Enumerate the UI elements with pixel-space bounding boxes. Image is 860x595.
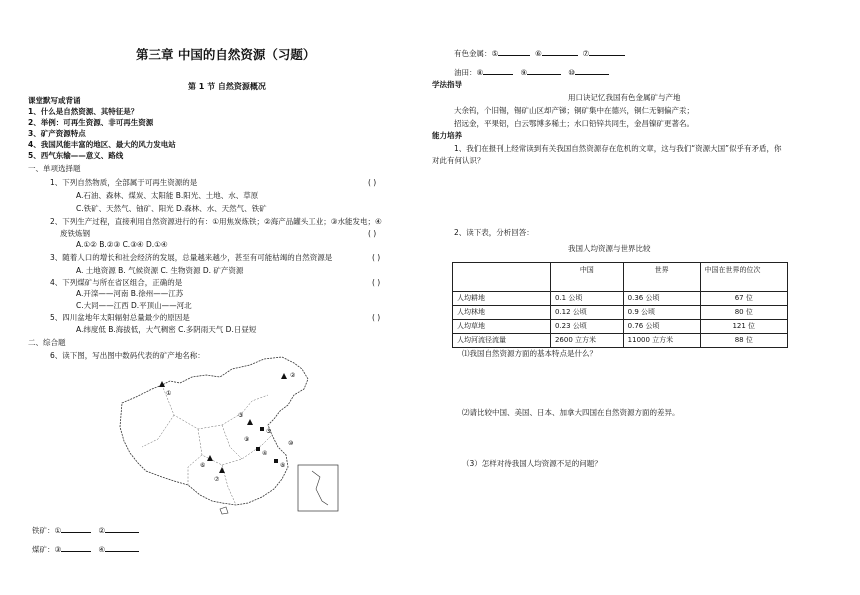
metal-row xyxy=(454,47,625,59)
map-label-5: ⑤ xyxy=(266,428,272,435)
q3-options: A. 土地资源 B. 气候资源 C. 生物资源 D. 矿产资源 xyxy=(76,266,244,275)
table-row xyxy=(453,334,788,348)
coal-4-label: ④ xyxy=(98,545,106,554)
q6-stem: 6、读下图，写出图中数码代表的矿产地名称： xyxy=(50,351,205,360)
map-label-4: ④ xyxy=(262,450,268,457)
metal-6-label: ⑥ xyxy=(535,49,542,58)
resource-comparison-table xyxy=(452,262,788,348)
table-cell: 121 位 xyxy=(700,320,787,334)
table-cell: 67 位 xyxy=(700,292,787,306)
table-row xyxy=(453,292,788,306)
table-cell: 0.36 公顷 xyxy=(623,292,700,306)
coal-row xyxy=(32,543,139,555)
map-label-8: ⑧ xyxy=(280,462,286,469)
oil-blank-9[interactable] xyxy=(527,66,561,75)
ability-q1-line2: 对此有何认识？ xyxy=(432,156,485,165)
ability-q2-2: ⑵请比较中国、美国、日本、加拿大四国在自然资源方面的差异。 xyxy=(462,408,680,417)
ability-q1-line1: 1、我们在报刊上经常读到有关我国自然资源存在危机的文章，这与我们“资源大国”似乎有矛盾，你 xyxy=(454,144,782,153)
q4-options-row2: C.大同——江西 D.平顶山——河北 xyxy=(76,301,192,310)
page-title: 第三章 中国的自然资源（习题） xyxy=(136,47,316,62)
section-title: 第 1 节 自然资源概况 xyxy=(188,82,266,91)
table-header-cell: 中国 xyxy=(550,263,623,292)
iron-blank-2[interactable] xyxy=(105,524,139,533)
verse-line-2: 招远金，平果铝，白云鄂博多稀土；水口铅锌共同生，金昌镍矿更著名。 xyxy=(454,119,694,128)
table-cell: 0.1 公顷 xyxy=(550,292,623,306)
table-cell: 80 位 xyxy=(700,306,787,320)
ability-q2: 2、读下表，分析回答： xyxy=(454,228,534,237)
oil-10-label: ⑩ xyxy=(568,68,576,77)
recite-item-4: 4、我国风能丰富的地区、最大的风力发电站 xyxy=(28,140,176,149)
oil-9-label: ⑨ xyxy=(520,68,528,77)
metal-7-label: ⑦ xyxy=(582,49,590,58)
q5-stem: 5、四川盆地年太阳辐射总量最少的原因是 xyxy=(50,313,190,322)
q1-options-row2: C.铁矿、天然气、铀矿、阳光 D.森林、水、天然气、铁矿 xyxy=(76,204,267,213)
map-marker-3 xyxy=(247,419,253,425)
map-marker-4 xyxy=(256,447,260,451)
ability-q2-1: ⑴我国自然资源方面的基本特点是什么？ xyxy=(462,349,597,358)
map-label-3: ③ xyxy=(238,412,244,419)
map-marker-8 xyxy=(274,459,278,463)
province-lines xyxy=(142,385,272,505)
oil-label: 油田：⑧ xyxy=(454,68,484,77)
method-heading: 学法指导 xyxy=(432,80,462,89)
recite-item-5: 5、西气东输——意义、路线 xyxy=(28,151,124,160)
ability-q2-3: （3）怎样对待我国人均资源不足的问题？ xyxy=(462,459,602,468)
table-header-cell: 世界 xyxy=(623,263,700,292)
metal-blank-6[interactable] xyxy=(542,47,578,56)
map-label-9: ⑨ xyxy=(244,436,250,443)
table-cell: 0.12 公顷 xyxy=(550,306,623,320)
metal-label: 有色金属：⑤ xyxy=(454,49,499,58)
iron-label: 铁矿：① xyxy=(32,526,62,535)
verse-line-1: 大余钨，个旧锡，锡矿山区却产锑；铜矿集中在德兴，铜仁无铜偏产汞； xyxy=(454,106,694,115)
oil-blank-8[interactable] xyxy=(483,66,513,75)
south-sea-inset xyxy=(298,465,338,511)
table-cell: 2600 立方米 xyxy=(550,334,623,348)
table-title: 我国人均资源与世界比较 xyxy=(568,244,651,253)
china-map xyxy=(102,355,352,515)
q4-answer-paren[interactable]: ( ) xyxy=(372,278,381,287)
q2-stem: 2、下列生产过程，直接利用自然资源进行的有：①用焦炭炼铁；②海产品罐头工业；③水能发电；④ xyxy=(50,217,382,226)
recite-item-2: 2、举例：可再生资源、非可再生资源 xyxy=(28,118,154,127)
q4-options-row1: A.开滦——河南 B.徐州——江苏 xyxy=(76,289,184,298)
verse-title: 用口诀记忆我国有色金属矿与产地 xyxy=(568,93,681,102)
part1-heading: 一、单项选择题 xyxy=(28,164,81,173)
table-cell: 人均草地 xyxy=(453,320,551,334)
recite-heading: 课堂默写或背诵 xyxy=(28,96,81,105)
ability-heading: 能力培养 xyxy=(432,131,462,140)
q5-answer-paren[interactable]: ( ) xyxy=(372,313,381,322)
metal-blank-5[interactable] xyxy=(498,47,530,56)
q1-stem: 1、下列自然物质，全部属于可再生资源的是 xyxy=(50,178,198,187)
q4-stem: 4、下列煤矿与所在省区组合，正确的是 xyxy=(50,278,183,287)
table-cell: 88 位 xyxy=(700,334,787,348)
iron-blank-1[interactable] xyxy=(61,524,91,533)
table-cell: 人均河流径流量 xyxy=(453,334,551,348)
map-label-7: ⑦ xyxy=(214,476,220,483)
table-cell: 0.9 公顷 xyxy=(623,306,700,320)
map-marker-7 xyxy=(219,467,225,473)
q3-stem: 3、随着人口的增长和社会经济的发展，总量越来越少，甚至有可能枯竭的自然资源是 xyxy=(50,253,333,262)
map-marker-5 xyxy=(260,427,264,431)
part2-heading: 二、综合题 xyxy=(28,338,66,347)
q1-options-row1: A.石油、森林、煤炭、太阳能 B.阳光、土地、水、草原 xyxy=(76,191,259,200)
table-cell: 11000 立方米 xyxy=(623,334,700,348)
inset-coastline xyxy=(312,471,328,505)
recite-item-3: 3、矿产资源特点 xyxy=(28,129,86,138)
iron-2-label: ② xyxy=(98,526,106,535)
hainan-island xyxy=(220,507,228,514)
q1-answer-paren[interactable]: ( ) xyxy=(368,178,377,187)
q2-stem-cont: 废铁炼钢 xyxy=(60,229,90,238)
coal-blank-4[interactable] xyxy=(105,543,139,552)
map-label-6: ⑥ xyxy=(200,462,206,469)
table-header-cell: 中国在世界的位次 xyxy=(700,263,787,292)
oil-blank-10[interactable] xyxy=(575,66,609,75)
q5-options: A.纬度低 B.海拔低，大气稠密 C.多阴雨天气 D.日昼短 xyxy=(76,325,257,334)
table-cell: 0.23 公顷 xyxy=(550,320,623,334)
q3-answer-paren[interactable]: ( ) xyxy=(372,253,381,262)
iron-ore-row xyxy=(32,524,139,536)
table-header-row xyxy=(453,263,788,292)
map-marker-2 xyxy=(281,373,287,379)
table-row xyxy=(453,320,788,334)
q2-options: A.①② B.②③ C.③④ D.①④ xyxy=(76,240,168,249)
table-cell: 人均林地 xyxy=(453,306,551,320)
table-header-cell xyxy=(453,263,551,292)
map-label-1: ① xyxy=(166,390,172,397)
table-row xyxy=(453,306,788,320)
recite-item-1: 1、什么是自然资源、其特征是？ xyxy=(28,107,139,116)
table-cell: 人均耕地 xyxy=(453,292,551,306)
coal-blank-3[interactable] xyxy=(61,543,91,552)
oil-row xyxy=(454,66,609,78)
map-label-10: ⑩ xyxy=(288,440,294,447)
metal-blank-7[interactable] xyxy=(589,47,625,56)
coal-label: 煤矿：③ xyxy=(32,545,62,554)
q2-answer-paren[interactable]: ( ) xyxy=(368,229,377,238)
table-cell: 0.76 公顷 xyxy=(623,320,700,334)
map-label-2: ② xyxy=(290,372,296,379)
